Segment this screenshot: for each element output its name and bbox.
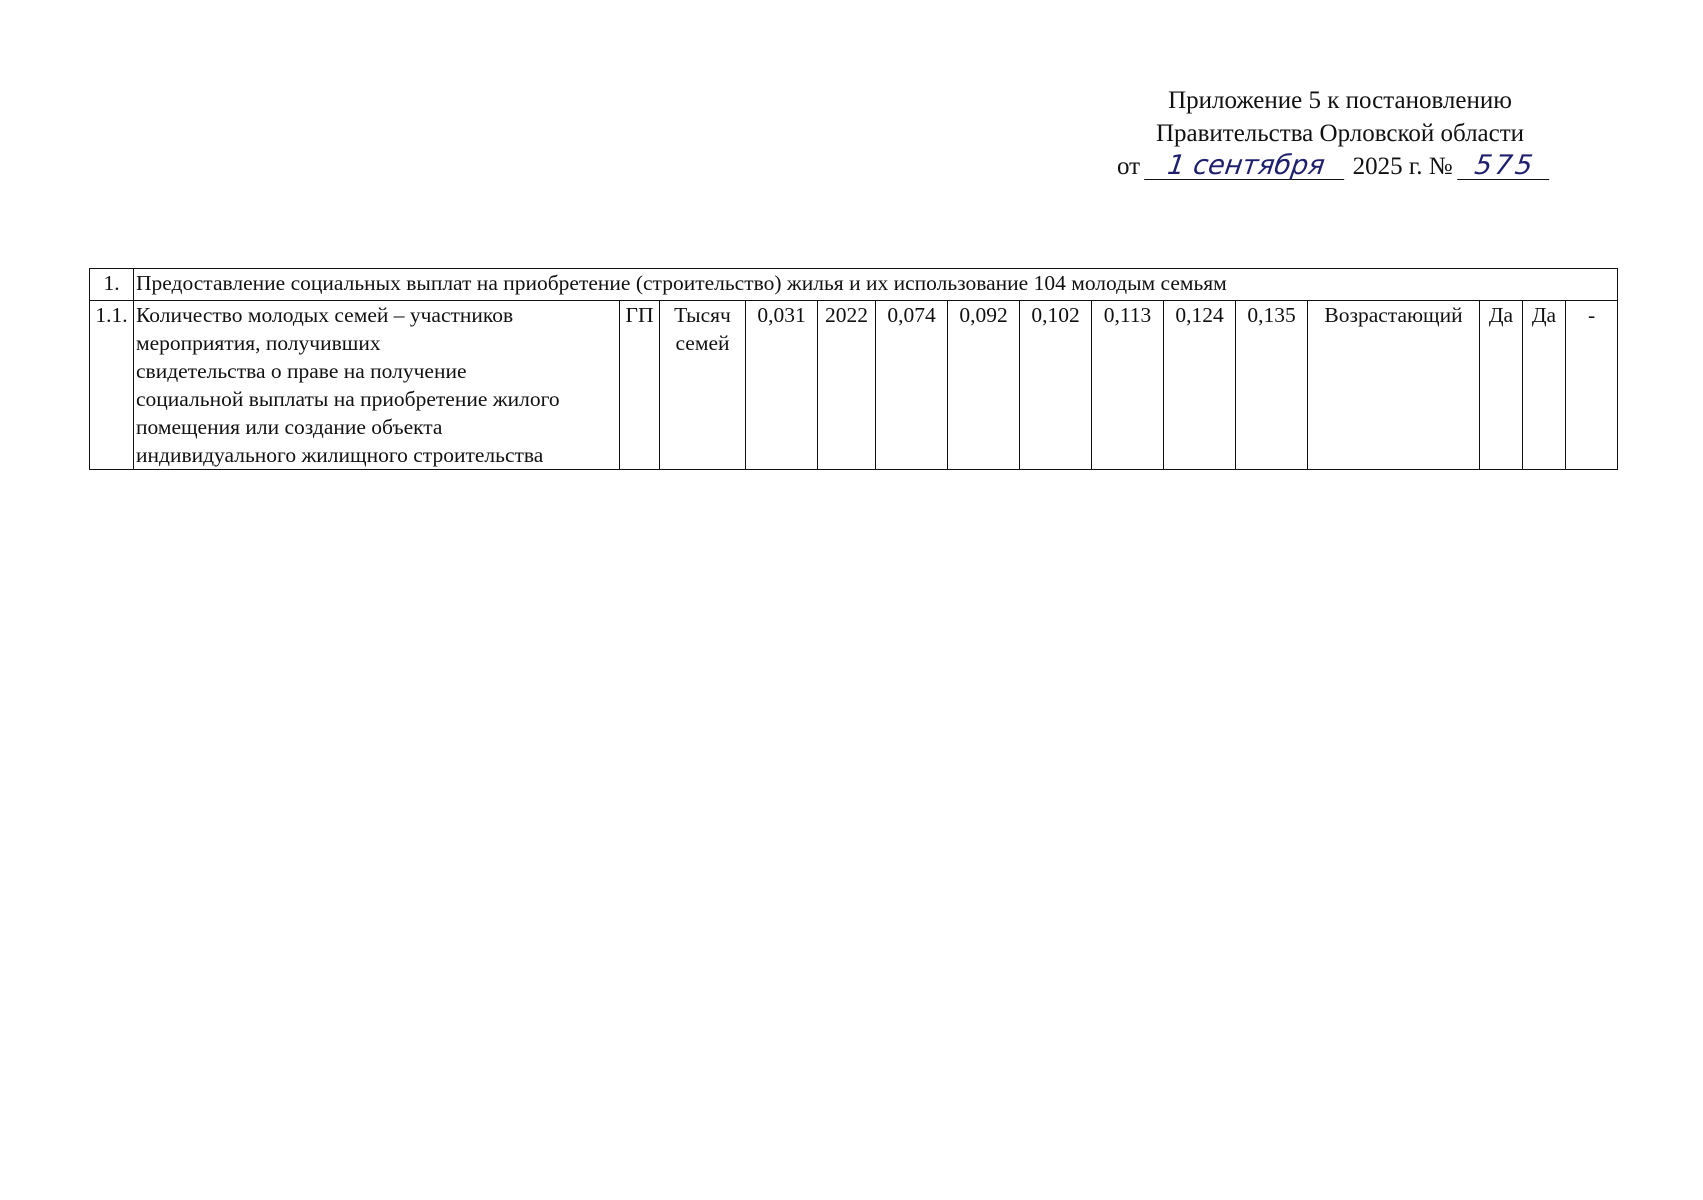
value-cell: 0,092 [948, 301, 1020, 470]
indicators-table [89, 268, 1618, 470]
unit-of-measure: Тысяч семей [660, 301, 746, 470]
base-year: 2022 [818, 301, 876, 470]
flag-cell-1: Да [1480, 301, 1523, 470]
value-cell: 0,124 [1164, 301, 1236, 470]
handwritten-number: 575 [1457, 153, 1553, 180]
flag-cell-2: Да [1523, 301, 1566, 470]
row-number: 1.1. [90, 301, 134, 470]
trend-cell: Возрастающий [1308, 301, 1480, 470]
appendix-authority: Правительства Орловской области [1155, 120, 1525, 147]
section-title: Предоставление социальных выплат на приобретение (строительство) жилья и их использование 104 молодым семьям [134, 269, 1618, 301]
appendix-date-line [1080, 150, 1600, 183]
table-row [90, 301, 1618, 470]
value-cell: 0,113 [1092, 301, 1164, 470]
section-row [90, 269, 1618, 301]
appendix-title: Приложение 5 к постановлению [1168, 87, 1512, 114]
value-cell: 0,102 [1020, 301, 1092, 470]
section-number: 1. [90, 269, 134, 301]
value-cell: 0,074 [876, 301, 948, 470]
appendix-header [1080, 84, 1600, 183]
handwritten-date: 1 сентября [1144, 153, 1348, 180]
from-prefix: от [1117, 153, 1141, 180]
value-cell: 0,135 [1236, 301, 1308, 470]
base-value: 0,031 [746, 301, 818, 470]
note-cell: - [1566, 301, 1618, 470]
year-text: 2025 г. № [1352, 153, 1453, 180]
indicator-type: ГП [620, 301, 660, 470]
indicator-name: Количество молодых семей – участников мероприятия, получивших свидетельства о праве на получение социальной выплаты на приобретение жилого помещения или создание объекта индивидуального жилищного строительства [134, 301, 620, 470]
